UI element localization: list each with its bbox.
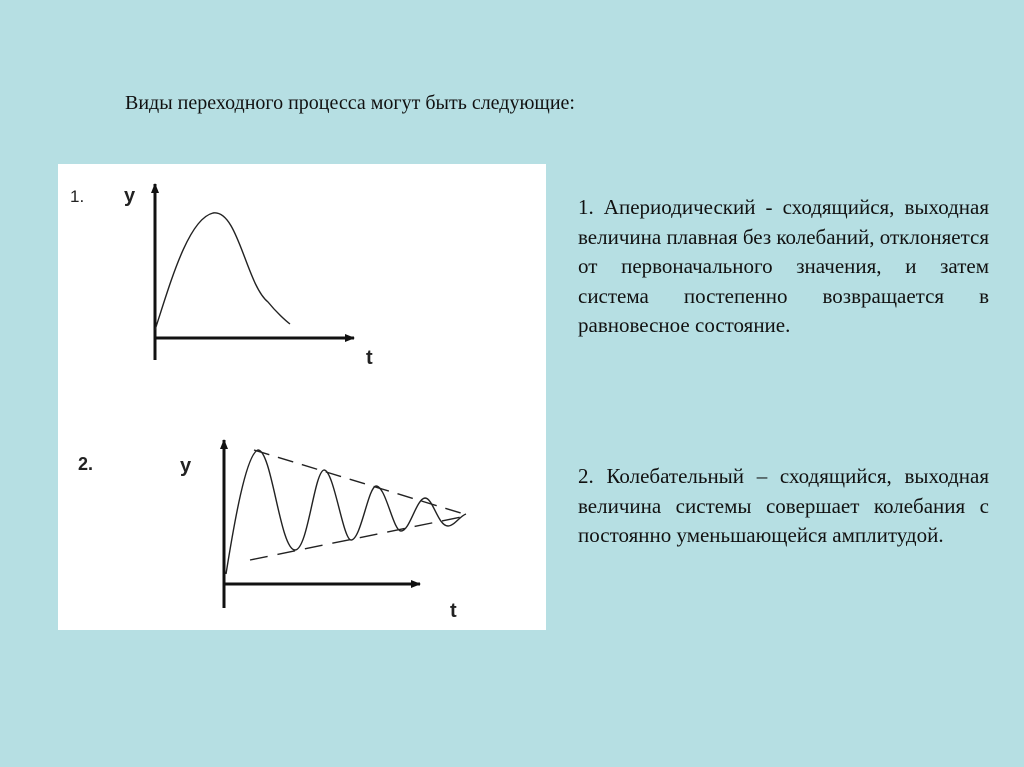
slide-title: Виды переходного процесса могут быть следующие: xyxy=(125,92,575,114)
graph-2-upper-envelope xyxy=(254,450,464,514)
diagram-panel xyxy=(58,164,546,630)
transient-process-diagram xyxy=(58,164,546,630)
graph-2-x-axis-label: t xyxy=(450,600,457,622)
graph-1-x-axis-label: t xyxy=(366,347,373,369)
graph-1-y-axis-label: y xyxy=(124,185,136,207)
graph-2-oscillation-curve xyxy=(226,450,466,574)
graph-2-oscillatory xyxy=(78,440,466,622)
description-oscillatory: 2. Колебательный – сходящийся, выходная величина системы совершает колебания с постоянно уменьшающейся амплитудой. xyxy=(578,464,989,548)
graph-2-number: 2. xyxy=(78,454,94,474)
graph-1-aperiodic-curve xyxy=(155,213,290,330)
description-aperiodic: 1. Апериодический - сходящийся, выходная величина плавная без колебаний, отклоняется от первоначального значения, и затем система постепенно возвращается в равновесное состояние. xyxy=(578,195,989,338)
graph-2-y-axis-label: y xyxy=(180,455,192,477)
graph-1-number: 1. xyxy=(70,187,85,206)
graph-1-aperiodic xyxy=(70,184,373,369)
graph-2-lower-envelope xyxy=(250,516,466,560)
